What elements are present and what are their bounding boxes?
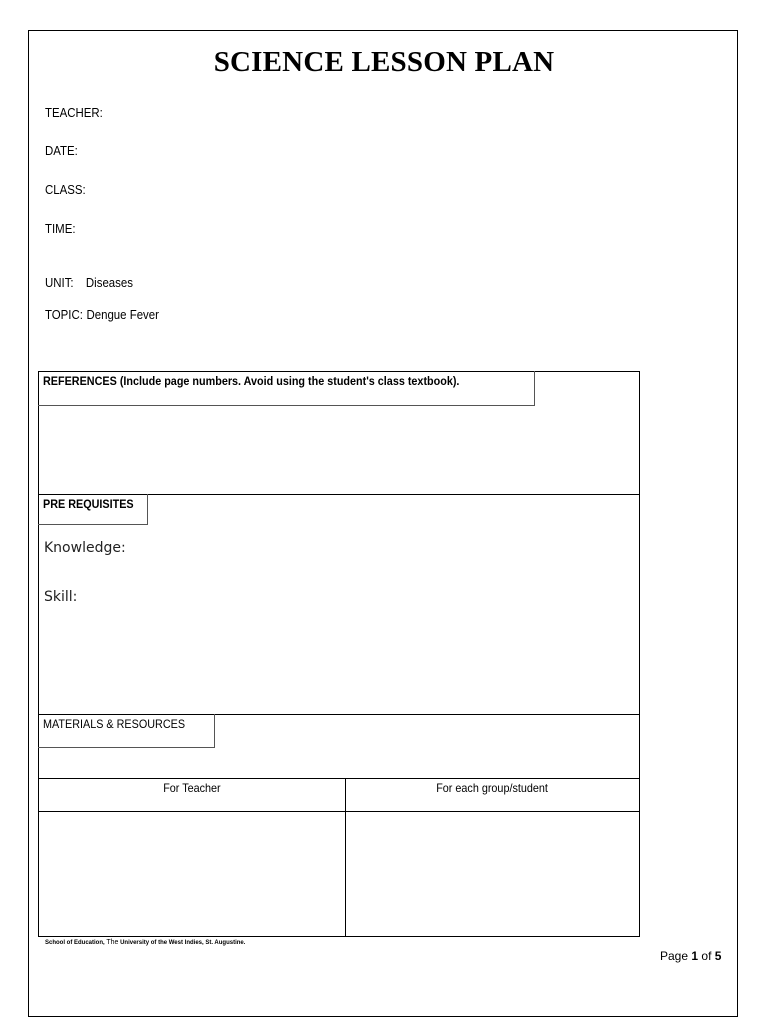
- materials-table: [38, 778, 640, 937]
- prerequisites-section: [38, 494, 640, 715]
- topic-label: TOPIC:: [45, 307, 83, 322]
- teacher-field: [45, 105, 103, 120]
- unit-label: UNIT:: [45, 275, 74, 290]
- materials-header: [38, 714, 215, 748]
- footer-school-note: School of Education, The University of the West Indies, St. Augustine.: [45, 939, 246, 946]
- materials-table-header-divider: [38, 811, 640, 812]
- references-label: REFERENCES (Include page numbers. Avoid using the student's class textbook).: [43, 374, 460, 388]
- knowledge-label: Knowledge:: [44, 540, 126, 556]
- materials-label: MATERIALS & RESOURCES: [43, 717, 186, 731]
- skill-label: Skill:: [44, 589, 78, 605]
- materials-table-column-divider: [345, 778, 346, 937]
- unit-field: [45, 275, 133, 290]
- prerequisites-header: [38, 494, 148, 525]
- page-number: Page 1 of 5: [660, 949, 722, 963]
- time-field: [45, 221, 76, 236]
- prerequisites-label: PRE REQUISITES: [43, 497, 134, 511]
- time-label: TIME:: [45, 221, 76, 236]
- date-field: [45, 143, 78, 158]
- references-header: [38, 371, 535, 406]
- topic-value: Dengue Fever: [86, 307, 159, 322]
- teacher-label: TEACHER:: [45, 105, 103, 120]
- for-teacher-header: For Teacher: [162, 781, 221, 795]
- date-label: DATE:: [45, 143, 78, 158]
- page-title: SCIENCE LESSON PLAN: [213, 46, 555, 78]
- topic-field: [45, 307, 159, 322]
- class-label: CLASS:: [45, 182, 86, 197]
- for-group-header: For each group/student: [436, 781, 549, 795]
- class-field: [45, 182, 86, 197]
- unit-value: Diseases: [85, 275, 133, 290]
